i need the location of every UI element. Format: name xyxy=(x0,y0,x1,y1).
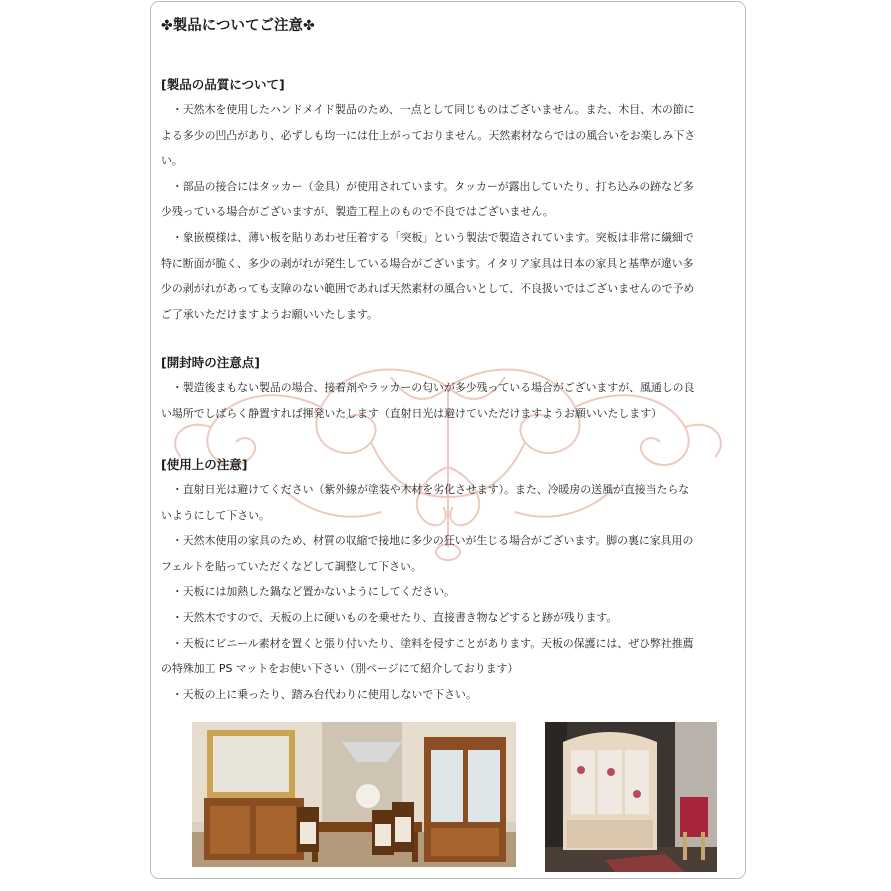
paragraph: ・天板には加熱した鍋など置かないようにしてください。 xyxy=(171,585,456,599)
paragraph: ・天然木ですので、天板の上に硬いものを乗せたり、直接書き物などすると跡が残ります。 xyxy=(171,610,618,624)
section-heading: [開封時の注意点] xyxy=(161,355,260,370)
paragraph: ・象嵌模様は、薄い板を貼りあわせ圧着する「突板」という製法で製造されています。突板は非常に繊細で 特に断面が脆く、多少の剥がれが発生している場合がございます。イタリア家具は日本の家具と基準が違い多 少の剥がれがあっても支障のない範囲であれば天然素材の風合いとして、不良扱いではございませんので予め ご了承いただけますようお願いいたします。 xyxy=(161,230,695,321)
paragraph: ・天然木を使用したハンドメイド製品のため、一点として同じものはございません。また、木目、木の節に よる多少の凹凸があり、必ずしも均一には仕上がっておりません。天然素材ならではの風合いをお楽しみ下さ い。 xyxy=(161,103,696,168)
club-icon: ✤ xyxy=(302,18,315,34)
section-unpacking xyxy=(161,351,741,426)
paragraph: ・天板にビニール素材を置くと張り付いたり、塗料を侵すことがあります。天板の保護には、ぜひ弊社推薦 の特殊加工 PS マットをお使い下さい（別ページにて紹介しております） xyxy=(161,636,694,676)
paragraph: ・製造後まもない製品の場合、接着剤やラッカーの匂いが多少残っている場合がございますが、風通しの良 い場所でしばらく静置すれば揮発いたします（直射日光は避けていただけますようお願いいたします） xyxy=(161,381,695,420)
paragraph: ・直射日光は避けてください（紫外線が塗装や木材を劣化させます）。また、冷暖房の送風が直接当たらな いようにして下さい。 xyxy=(161,483,690,522)
paragraph: ・部品の接合にはタッカー（金具）が使用されています。タッカーが露出していたり、打ち込みの跡など多 少残っている場合がございますが、製造工程上のもので不良ではございません。 xyxy=(161,179,694,219)
page-title: ✤製品についてご注意✤ xyxy=(161,18,315,34)
notice-card xyxy=(150,1,746,879)
vitrine-photo xyxy=(545,722,717,872)
dining-room-photo xyxy=(192,722,516,867)
section-heading: [使用上の注意] xyxy=(161,457,248,472)
club-icon: ✤ xyxy=(161,18,173,34)
section-heading: [製品の品質について] xyxy=(161,77,285,92)
paragraph: ・天然木使用の家具のため、材質の収縮で接地に多少の狂いが生じる場合がございます。脚の裏に家具用の フェルトを貼っていただくなどして調整して下さい。 xyxy=(161,534,694,573)
paragraph: ・天板の上に乗ったり、踏み台代わりに使用しないで下さい。 xyxy=(171,687,477,701)
section-usage xyxy=(161,453,741,707)
section-quality xyxy=(161,73,741,327)
